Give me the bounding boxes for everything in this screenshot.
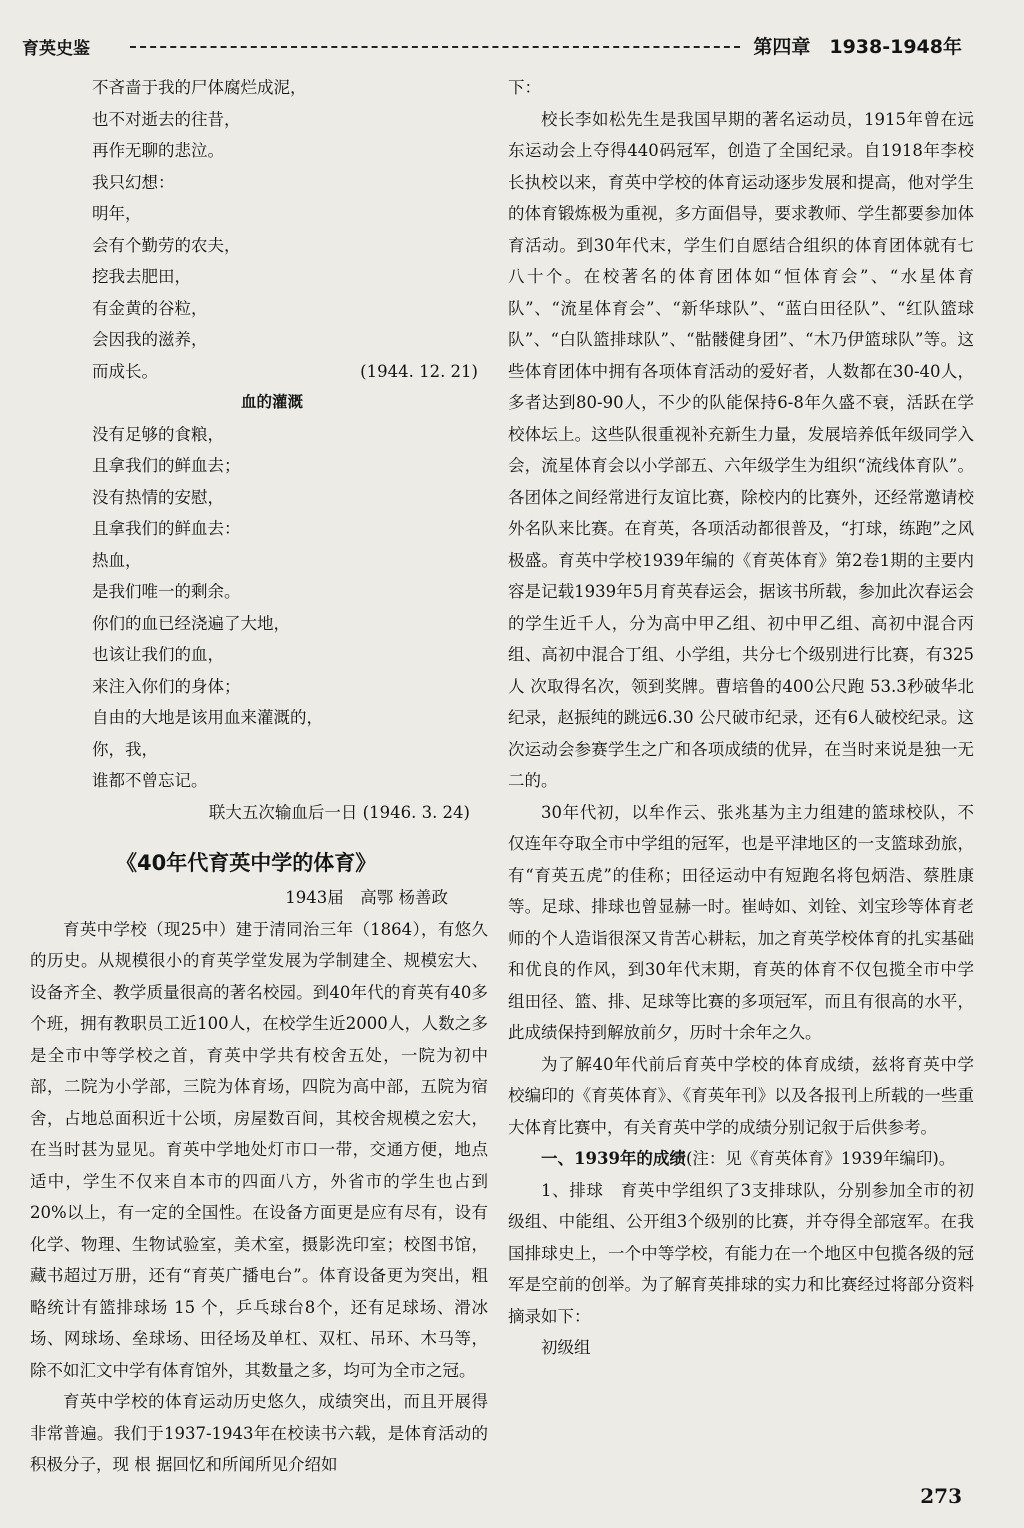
paragraph-volleyball: 1、排球 育英中学组织了3支排球队，分别参加全市的初级组、中能组、公开组3个级别的比赛，并夺得全部寇军。在我国排球史上，一个中等学校，有能力在一个地区中包揽各级的冠军是空前的创举。为了解育英排球的实力和比赛经过将部分资料摘录如下：	[508, 1180, 974, 1326]
poem-line: 会因我的滋养，	[92, 330, 208, 349]
poem-line: 没有足够的食粮，	[92, 424, 224, 444]
poem-line: 有金黄的谷粒，	[92, 298, 208, 318]
poem-last-line-row	[56, 356, 488, 388]
running-header	[22, 30, 962, 62]
header-rule	[130, 46, 740, 48]
poem-line: 也该让我们的血，	[92, 645, 224, 664]
poem-line: 你，我，	[92, 739, 158, 759]
poem-line: 热血，	[92, 550, 142, 570]
poem-2-signature: 联大五次输血后一日 (1946. 3. 24)	[208, 802, 470, 822]
poem-date: (1944. 12. 21)	[360, 361, 478, 381]
poem-line: 自由的大地是该用血来灌溉的，	[92, 708, 323, 727]
left-column	[30, 72, 488, 1481]
poem-line: 且拿我们的鲜血去；	[92, 456, 241, 475]
poem-line: 且拿我们的鲜血去：	[92, 519, 241, 538]
poem-2-title: 血的灌溉	[240, 393, 303, 411]
poem-line: 没有热情的安慰，	[92, 487, 224, 507]
section-heading-label: 一、1939年的成绩	[541, 1149, 686, 1168]
book-title: 育英史鉴	[22, 39, 90, 59]
poem-line: 你们的血已经浇遍了大地，	[92, 613, 290, 633]
poem-line: 不吝啬于我的尸体腐烂成泥，	[92, 78, 307, 97]
page-number: 273	[920, 1484, 962, 1508]
paragraph: 育英中学校（现25中）建于清同治三年（1864），有悠久的历史。从规模很小的育英学堂发展为学制建全、规模宏大、设备齐全、教学质量很高的著名校园。到40年代的育英有40多个班，拥有教职员工近100人，在校学生近2000人，人数之多是全市中等学校之首，育英中学共有校舍五处，一院为初中部，二院为小学部，三院为体育场，四院为高中部，五院为宿舍，占地总面积近十公顷，房屋数百间，其校舍规模之宏大，在当时甚为显见。育英中学地处灯市口一带，交通方便，地点适中，学生不仅来自本市的四面八方，外省市的学生也占到20%以上，有一定的全国性。在设备方面更是应有尽有，设有化学、物理、生物试验室，美术室，摄影洗印室；校图书馆，藏书超过万册，还有“育英广播电台”。体育设备更为突出，粗略统计有篮排球场 15 个，乒乓球台8个，还有足球场、滑冰场、网球场、垒球场、田径场及单杠、双杠、吊环、木马等，除不如汇文中学有体育馆外，其数量之多，均可为全市之冠。	[30, 919, 488, 1380]
poem-line: 挖我去肥田，	[92, 267, 191, 286]
article-byline: 1943届 高鄂 杨善政	[285, 888, 448, 907]
poem-line: 明年，	[92, 204, 142, 223]
subheading-junior-group: 初级组	[541, 1338, 591, 1357]
poem-line: 而成长。	[92, 361, 158, 381]
poem-line: 再作无聊的悲泣。	[92, 141, 224, 160]
article-title: 《40年代育英中学的体育》	[116, 851, 377, 875]
poem-line: 谁都不曾忘记。	[92, 771, 208, 790]
section-heading-1939	[508, 1143, 974, 1175]
continued-text: 下：	[508, 78, 541, 97]
poem-1	[56, 72, 488, 387]
poem-2	[56, 419, 488, 797]
article-body-left	[30, 914, 488, 1481]
paragraph: 校长李如松先生是我国早期的著名运动员，1915年曾在远东运动会上夺得440码冠军，创造了全国纪录。自1918年李校长执校以来，育英中学校的体育运动逐步发展和提高，他对学生的体育锻炼极为重视，多方面倡导，要求教师、学生都要参加体育活动。到30年代末，学生们自愿结合组织的体育团体就有七八十个。在校著名的体育团体如“恒体育会”、“水星体育队”、“流星体育会”、“新华球队”、“蓝白田径队”、“红队篮球队”、“白队篮排球队”、“骷髅健身团”、“木乃伊篮球队”等。这些体育团体中拥有各项体育活动的爱好者，人数都在30-40人，多者达到80-90人，不少的队能保持6-8年久盛不衰，活跃在学校体坛上。这些队很重视补充新生力量，发展培养低年级同学入会，流星体育会以小学部五、六年级学生为组织“流线体育队”。各团体之间经常进行友谊比赛，除校内的比赛外，还经常邀请校外名队来比赛。在育英，各项活动都很普及，“打球，练跑”之风极盛。育英中学校1939年编的《育英体育》第2卷1期的主要内容是记载1939年5月育英春运会，据该书所载，参加此次春运会的学生近千人，分为高中甲乙组、初中甲乙组、高初中混合丙组、高初中混合丁组、小学组，共分七个级别进行比赛，有325人 次取得名次，领到奖牌。曹培鲁的400公尺跑 53.3秒破华北纪录，赵振纯的跳远6.30 公尺破市纪录，还有6人破校纪录。这次运动会参赛学生之广和各项成绩的优异，在当时来说是独一无二的。	[508, 109, 974, 790]
poem-line: 是我们唯一的剩余。	[92, 582, 241, 601]
paragraph: 30年代初，以牟作云、张兆基为主力组建的篮球校队，不仅连年夺取全市中学组的冠军，也是平津地区的一支篮球劲旅，有“育英五虎”的佳称；田径运动中有短跑名将包炳浩、蔡胜康等。足球、排球也曾显赫一时。崔峙如、刘铨、刘宝珍等体育老师的个人造诣很深又肯苦心耕耘，加之育英学校体育的扎实基础和优良的作风，到30年代末期，育英的体育不仅包揽全市中学组田径、篮、排、足球等比赛的多项冠军，而且有很高的水平，此成绩保持到解放前夕，历时十余年之久。	[508, 802, 974, 1042]
poem-line: 我只幻想：	[92, 172, 175, 192]
paragraph: 为了解40年代前后育英中学校的体育成绩，兹将育英中学校编印的《育英体育》、《育英年刊》以及各报刊上所载的一些重大体育比赛中，有关育英中学的成绩分别记叙于后供参考。	[508, 1054, 974, 1137]
right-column	[508, 72, 974, 1364]
poem-line: 来注入你们的身体；	[92, 676, 241, 696]
paragraph: 育英中学校的体育运动历史悠久，成绩突出，而且开展得非常普遍。我们于1937-1943年在校读书六载，是体育活动的积极分子，现 根 据回忆和所闻所见介绍如	[30, 1392, 488, 1474]
poem-line: 会有个勤劳的农夫，	[92, 235, 241, 255]
section-heading-note: (注：见《育英体育》1939年编印)。	[685, 1149, 956, 1168]
chapter-title: 第四章 1938-1948年	[753, 36, 962, 58]
poem-line: 也不对逝去的往昔，	[92, 109, 241, 129]
